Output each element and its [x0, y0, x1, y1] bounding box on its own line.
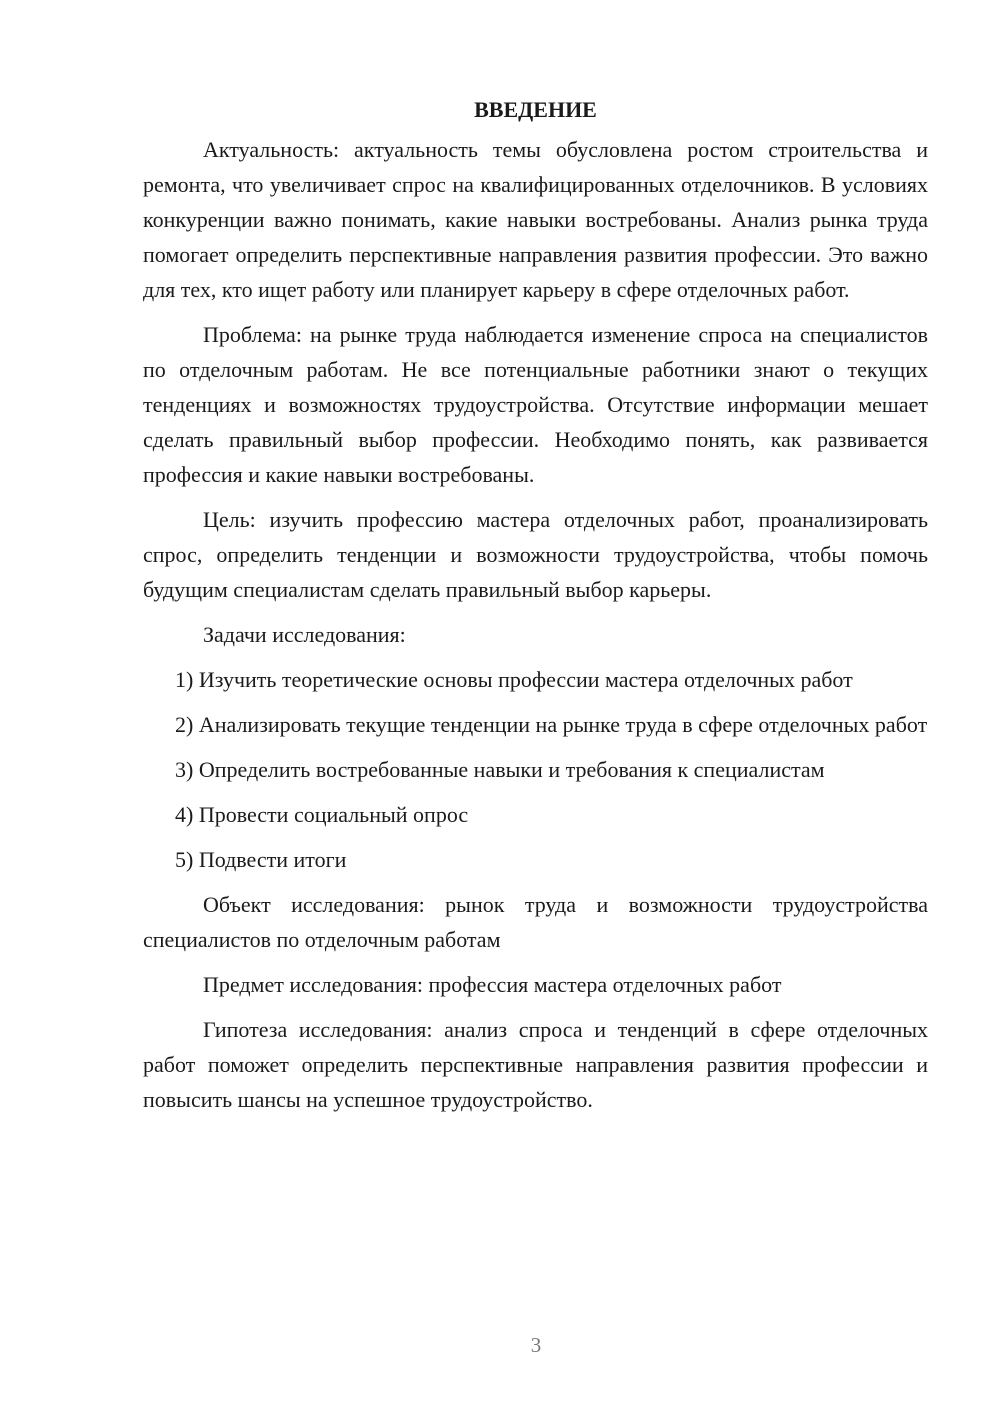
tasks-heading: Задачи исследования: [203, 622, 406, 647]
paragraph-hypothesis: Гипотеза исследования: анализ спроса и тенденций в сфере отделочных работ поможет определить перспективные направления развития профессии и повысить шансы на успешное трудоустройство. [143, 1017, 928, 1112]
tasks-list [143, 662, 928, 877]
list-item: 4) Провести социальный опрос [175, 802, 469, 827]
paragraph-object: Объект исследования: рынок труда и возможности трудоустройства специалистов по отделочным работам [143, 892, 928, 952]
paragraph-goal: Цель: изучить профессию мастера отделочных работ, проанализировать спрос, определить тенденции и возможности трудоустройства, чтобы помочь будущим специалистам сделать правильный выбор карьеры. [143, 507, 928, 602]
paragraph-subject: Предмет исследования: профессия мастера отделочных работ [203, 972, 782, 997]
list-item: 1) Изучить теоретические основы профессии мастера отделочных работ [175, 667, 853, 692]
paragraph-relevance: Актуальность: актуальность темы обусловлена ростом строительства и ремонта, что увеличивает спрос на квалифицированных отделочников. В условиях конкуренции важно понимать, какие навыки востребованы. Анализ рынка труда помогает определить перспективные направления развития профессии. Это важно для тех, кто ищет работу или планирует карьеру в сфере отделочных работ. [143, 137, 928, 302]
document-page [143, 92, 928, 1127]
list-item: 2) Анализировать текущие тенденции на рынке труда в сфере отделочных работ [175, 712, 928, 737]
list-item: 3) Определить востребованные навыки и требования к специалистам [175, 757, 825, 782]
list-item: 5) Подвести итоги [175, 847, 347, 872]
page-title: ВВЕДЕНИЕ [474, 97, 597, 122]
page-number: 3 [530, 1333, 542, 1357]
paragraph-problem: Проблема: на рынке труда наблюдается изменение спроса на специалистов по отделочным работам. Не все потенциальные работники знают о текущих тенденциях и возможностях трудоустройства. Отсутствие информации мешает сделать правильный выбор профессии. Необходимо понять, как развивается профессия и какие навыки востребованы. [143, 322, 928, 487]
